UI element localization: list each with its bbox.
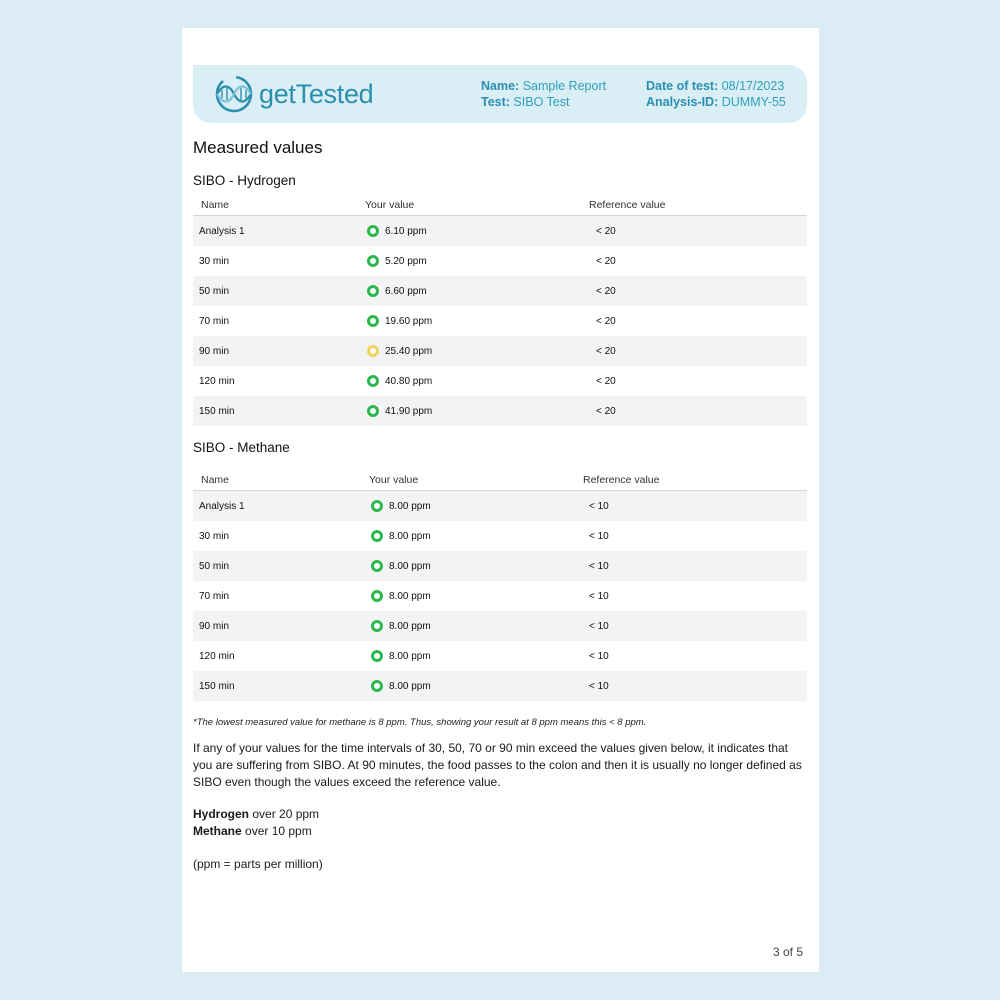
row-value: 6.10 ppm bbox=[385, 226, 427, 237]
hydrogen-rows bbox=[193, 216, 807, 426]
normal-status-icon bbox=[371, 650, 383, 662]
name-label: Name: bbox=[481, 79, 520, 93]
row-reference: < 20 bbox=[596, 256, 616, 267]
row-reference: < 20 bbox=[596, 406, 616, 417]
row-reference: < 20 bbox=[596, 316, 616, 327]
table-row bbox=[193, 396, 807, 426]
report-meta-left bbox=[481, 78, 606, 110]
row-reference: < 20 bbox=[596, 376, 616, 387]
column-header-reference: Reference value bbox=[589, 199, 666, 211]
methane-footnote: *The lowest measured value for methane is 8 ppm. Thus, showing your result at 8 ppm means this < 8 ppm. bbox=[193, 717, 647, 728]
row-name: 150 min bbox=[199, 681, 235, 692]
row-name: 50 min bbox=[199, 286, 230, 297]
methane-limit bbox=[193, 824, 312, 838]
row-reference: < 10 bbox=[589, 591, 609, 602]
table-header bbox=[193, 471, 807, 491]
normal-status-icon bbox=[371, 680, 383, 692]
normal-status-icon bbox=[367, 315, 379, 327]
normal-status-icon bbox=[371, 560, 383, 572]
row-name: Analysis 1 bbox=[199, 226, 245, 237]
hydrogen-limit bbox=[193, 807, 319, 821]
column-header-reference: Reference value bbox=[583, 474, 660, 486]
hydrogen-table bbox=[193, 196, 807, 426]
row-name: 120 min bbox=[199, 376, 235, 387]
row-value: 8.00 ppm bbox=[389, 681, 431, 692]
row-value: 8.00 ppm bbox=[389, 621, 431, 632]
gettested-logo bbox=[213, 74, 373, 114]
name-value: Sample Report bbox=[522, 79, 607, 93]
row-name: 150 min bbox=[199, 406, 235, 417]
methane-limit-label: Methane bbox=[193, 824, 242, 838]
normal-status-icon bbox=[371, 620, 383, 632]
table-row bbox=[193, 276, 807, 306]
row-name: 30 min bbox=[199, 256, 230, 267]
row-name: 90 min bbox=[199, 346, 230, 357]
column-header-name: Name bbox=[201, 474, 230, 486]
row-name: 120 min bbox=[199, 651, 235, 662]
row-reference: < 10 bbox=[589, 531, 609, 542]
test-value: SIBO Test bbox=[513, 95, 570, 109]
column-header-value: Your value bbox=[369, 474, 419, 486]
hydrogen-limit-label: Hydrogen bbox=[193, 807, 250, 821]
row-reference: < 20 bbox=[596, 226, 616, 237]
methane-limit-text: over 10 ppm bbox=[241, 824, 312, 838]
row-name: 90 min bbox=[199, 621, 230, 632]
row-value: 8.00 ppm bbox=[389, 591, 431, 602]
normal-status-icon bbox=[367, 225, 379, 237]
row-value: 19.60 ppm bbox=[385, 316, 433, 327]
ppm-note: (ppm = parts per million) bbox=[193, 857, 323, 871]
section-title: Measured values bbox=[193, 138, 323, 157]
row-value: 5.20 ppm bbox=[385, 256, 427, 267]
table-header bbox=[193, 196, 807, 216]
methane-rows bbox=[193, 491, 807, 701]
row-reference: < 10 bbox=[589, 651, 609, 662]
table-row bbox=[193, 336, 807, 366]
row-value: 8.00 ppm bbox=[389, 501, 431, 512]
row-value: 6.60 ppm bbox=[385, 286, 427, 297]
row-value: 8.00 ppm bbox=[389, 561, 431, 572]
date-value: 08/17/2023 bbox=[721, 79, 785, 93]
row-value: 41.90 ppm bbox=[385, 406, 433, 417]
row-reference: < 20 bbox=[596, 346, 616, 357]
normal-status-icon bbox=[367, 285, 379, 297]
table-row bbox=[193, 246, 807, 276]
column-header-name: Name bbox=[201, 199, 230, 211]
logo-wordmark: getTested bbox=[259, 78, 374, 109]
table-row bbox=[193, 641, 807, 671]
row-name: 50 min bbox=[199, 561, 230, 572]
table-row bbox=[193, 671, 807, 701]
normal-status-icon bbox=[367, 405, 379, 417]
page-number: 3 of 5 bbox=[772, 945, 803, 959]
dna-logo-icon bbox=[213, 74, 255, 114]
hydrogen-limit-text: over 20 ppm bbox=[249, 807, 320, 821]
row-reference: < 10 bbox=[589, 681, 609, 692]
analysis-label: Analysis-ID: bbox=[646, 95, 719, 109]
table-row bbox=[193, 491, 807, 521]
report-header bbox=[193, 65, 807, 123]
warning-status-icon bbox=[367, 345, 379, 357]
date-label: Date of test: bbox=[646, 79, 719, 93]
table-row bbox=[193, 306, 807, 336]
normal-status-icon bbox=[367, 255, 379, 267]
methane-title: SIBO - Methane bbox=[193, 440, 290, 455]
row-value: 8.00 ppm bbox=[389, 531, 431, 542]
normal-status-icon bbox=[367, 375, 379, 387]
table-row bbox=[193, 551, 807, 581]
row-reference: < 10 bbox=[589, 501, 609, 512]
table-row bbox=[193, 521, 807, 551]
row-reference: < 10 bbox=[589, 621, 609, 632]
explanation-paragraph: If any of your values for the time intervals of 30, 50, 70 or 90 min exceed the values given below, it indicates that you are suffering from SIBO. At 90 minutes, the food passes to the colon and then it is usually no longer defined as SIBO even though the values exceed the reference value. bbox=[193, 741, 802, 789]
column-header-value: Your value bbox=[365, 199, 415, 211]
normal-status-icon bbox=[371, 590, 383, 602]
analysis-value: DUMMY-55 bbox=[721, 95, 786, 109]
table-row bbox=[193, 216, 807, 246]
row-name: 70 min bbox=[199, 316, 230, 327]
row-reference: < 20 bbox=[596, 286, 616, 297]
row-value: 8.00 ppm bbox=[389, 651, 431, 662]
row-value: 40.80 ppm bbox=[385, 376, 433, 387]
table-row bbox=[193, 611, 807, 641]
row-name: Analysis 1 bbox=[199, 501, 245, 512]
row-value: 25.40 ppm bbox=[385, 346, 433, 357]
methane-table bbox=[193, 471, 807, 701]
test-label: Test: bbox=[481, 95, 510, 109]
report-page bbox=[182, 28, 819, 972]
hydrogen-title: SIBO - Hydrogen bbox=[193, 173, 296, 188]
normal-status-icon bbox=[371, 530, 383, 542]
row-name: 70 min bbox=[199, 591, 230, 602]
table-row bbox=[193, 366, 807, 396]
report-meta-right bbox=[646, 78, 786, 110]
row-reference: < 10 bbox=[589, 561, 609, 572]
row-name: 30 min bbox=[199, 531, 230, 542]
table-row bbox=[193, 581, 807, 611]
normal-status-icon bbox=[371, 500, 383, 512]
